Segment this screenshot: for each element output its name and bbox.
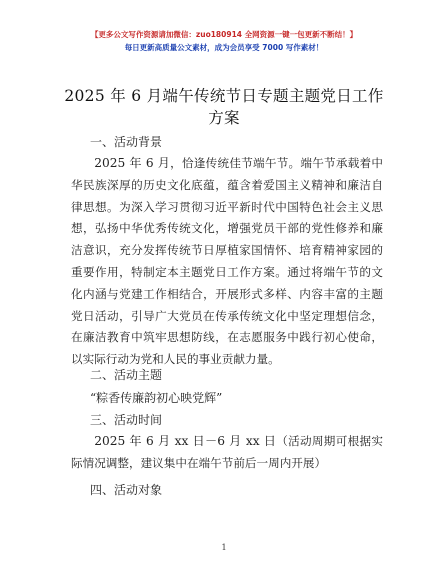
background-date: 2025 年 6 月	[94, 156, 171, 170]
section-heading-background: 一、活动背景	[90, 135, 163, 149]
promo-banner-line2: 每日更新高质量公文素材，成为会员享受 7000 写作素材！	[124, 43, 324, 52]
time-paragraph	[71, 431, 383, 475]
document-title: 2025 年 6 月端午传统节日专题主题党日工作方案	[64, 87, 384, 127]
time-text: （活动周期可根据实际情况调整，建议集中在端午节前后一周内开展）	[71, 434, 383, 470]
time-range: 2025 年 6 月 xx 日－6 月 xx 日	[94, 434, 277, 448]
page-number: 1	[221, 543, 227, 552]
section-heading-audience: 四、活动对象	[90, 483, 163, 497]
activity-theme: “粽香传廉韵初心映党辉”	[90, 391, 223, 405]
background-paragraph	[71, 153, 383, 371]
background-text: ，恰逢传统佳节端午节。端午节承载着中华民族深厚的历史文化底蕴，蕴含着爱国主义精神和廉洁自律思想。为深入学习贯彻习近平新时代中国特色社会主义思想，弘扬中华优秀传统文化，增强党员干部的党性修养和廉洁意识，充分发挥传统节日厚植家国情怀、培育精神家园的重要作用，特制定本主题党日工作方案。通过将端午节的文化内涵与党建工作相结合，开展形式多样、内容丰富的主题党日活动，引导广大党员在传承传统文化中坚定理想信念，在廉洁教育中筑牢思想防线，在志愿服务中践行初心使命，以实际行动为党和人民的事业贡献力量。	[71, 156, 383, 367]
section-heading-time: 三、活动时间	[90, 413, 163, 427]
promo-banner-line1: 【更多公文写作资源请加微信：zuo180914 全网资源一键一包更新不断结！】	[90, 30, 358, 39]
section-heading-theme: 二、活动主题	[90, 368, 163, 382]
